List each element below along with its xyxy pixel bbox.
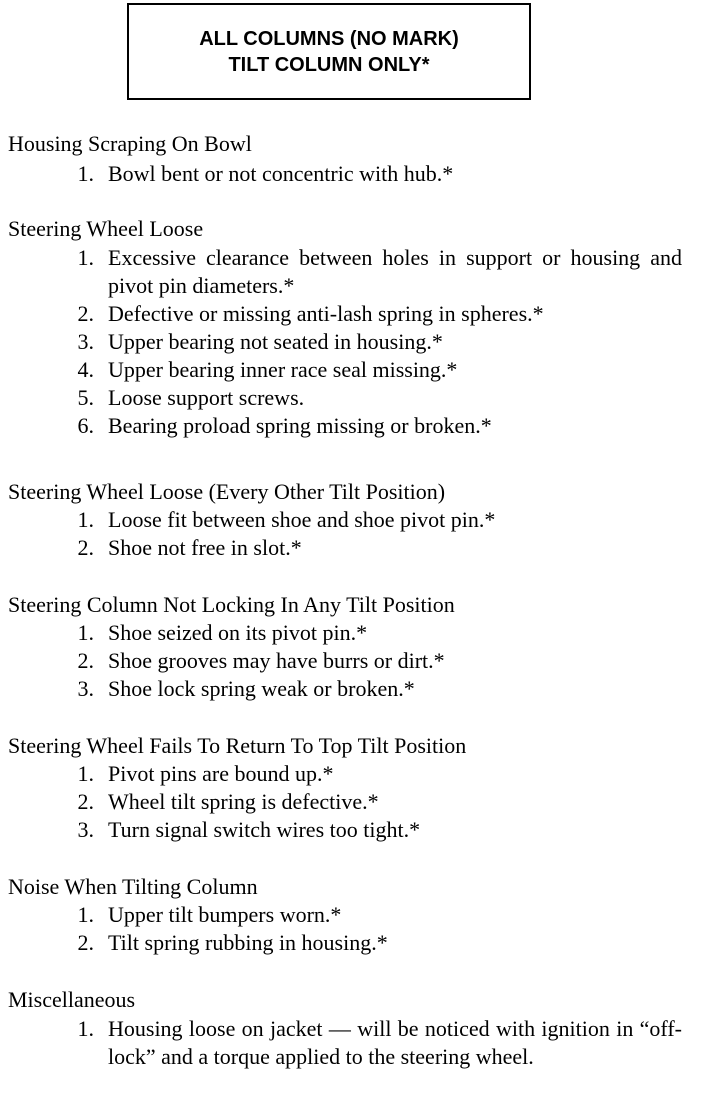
item-number: 1. — [77, 245, 94, 270]
section-title: Noise When Tilting Column — [8, 874, 258, 899]
item-number: 2. — [77, 789, 94, 814]
section-title: Housing Scraping On Bowl — [8, 131, 252, 156]
item-text: Shoe grooves may have burrs or dirt.* — [108, 648, 445, 673]
item-number: 2. — [77, 301, 94, 326]
item-number: 1. — [77, 902, 94, 927]
item-text: Tilt spring rubbing in housing.* — [108, 930, 388, 955]
item-text: Upper bearing not seated in housing.* — [108, 329, 443, 354]
item-text: Bowl bent or not concentric with hub.* — [108, 161, 454, 186]
legend-box — [127, 3, 531, 100]
item-number: 2. — [77, 648, 94, 673]
item-number: 5. — [77, 385, 94, 410]
item-number: 1. — [77, 161, 94, 186]
item-text: Defective or missing anti-lash spring in spheres.* — [108, 301, 544, 326]
item-number: 2. — [77, 535, 94, 560]
section-title: Steering Wheel Loose (Every Other Tilt Position) — [8, 479, 446, 504]
legend-line-tilt-only: TILT COLUMN ONLY* — [228, 53, 430, 76]
item-number: 3. — [77, 817, 94, 842]
item-number: 4. — [77, 357, 94, 382]
item-number: 1. — [77, 1016, 94, 1041]
item-text: Shoe seized on its pivot pin.* — [108, 620, 368, 645]
item-number: 3. — [77, 676, 94, 701]
section-title: Steering Column Not Locking In Any Tilt Position — [8, 592, 455, 617]
item-number: 1. — [77, 507, 94, 532]
item-number: 1. — [77, 761, 94, 786]
section-title: Miscellaneous — [8, 987, 136, 1012]
item-text: Shoe lock spring weak or broken.* — [108, 676, 415, 701]
item-text: Pivot pins are bound up.* — [108, 761, 334, 786]
item-text: Upper tilt bumpers worn.* — [108, 902, 342, 927]
item-text: Housing loose on jacket — will be noticed with ignition in “off-lock” and a torque applied to the steering wheel. — [108, 1016, 682, 1069]
item-number: 2. — [77, 930, 94, 955]
item-text: Upper bearing inner race seal missing.* — [108, 357, 458, 382]
item-number: 1. — [77, 620, 94, 645]
item-text: Loose support screws. — [108, 385, 305, 410]
item-text: Excessive clearance between holes in support or housing and pivot pin diameters.* — [108, 245, 682, 298]
item-number: 6. — [77, 413, 94, 438]
item-text: Loose fit between shoe and shoe pivot pin.* — [108, 507, 496, 532]
section-title: Steering Wheel Fails To Return To Top Tilt Position — [8, 733, 467, 758]
item-text: Turn signal switch wires too tight.* — [108, 817, 421, 842]
section-title: Steering Wheel Loose — [8, 216, 204, 241]
item-text: Shoe not free in slot.* — [108, 535, 302, 560]
item-text: Wheel tilt spring is defective.* — [108, 789, 379, 814]
item-number: 3. — [77, 329, 94, 354]
legend-line-all-columns: ALL COLUMNS (NO MARK) — [199, 27, 459, 50]
item-text: Bearing proload spring missing or broken.* — [108, 413, 492, 438]
